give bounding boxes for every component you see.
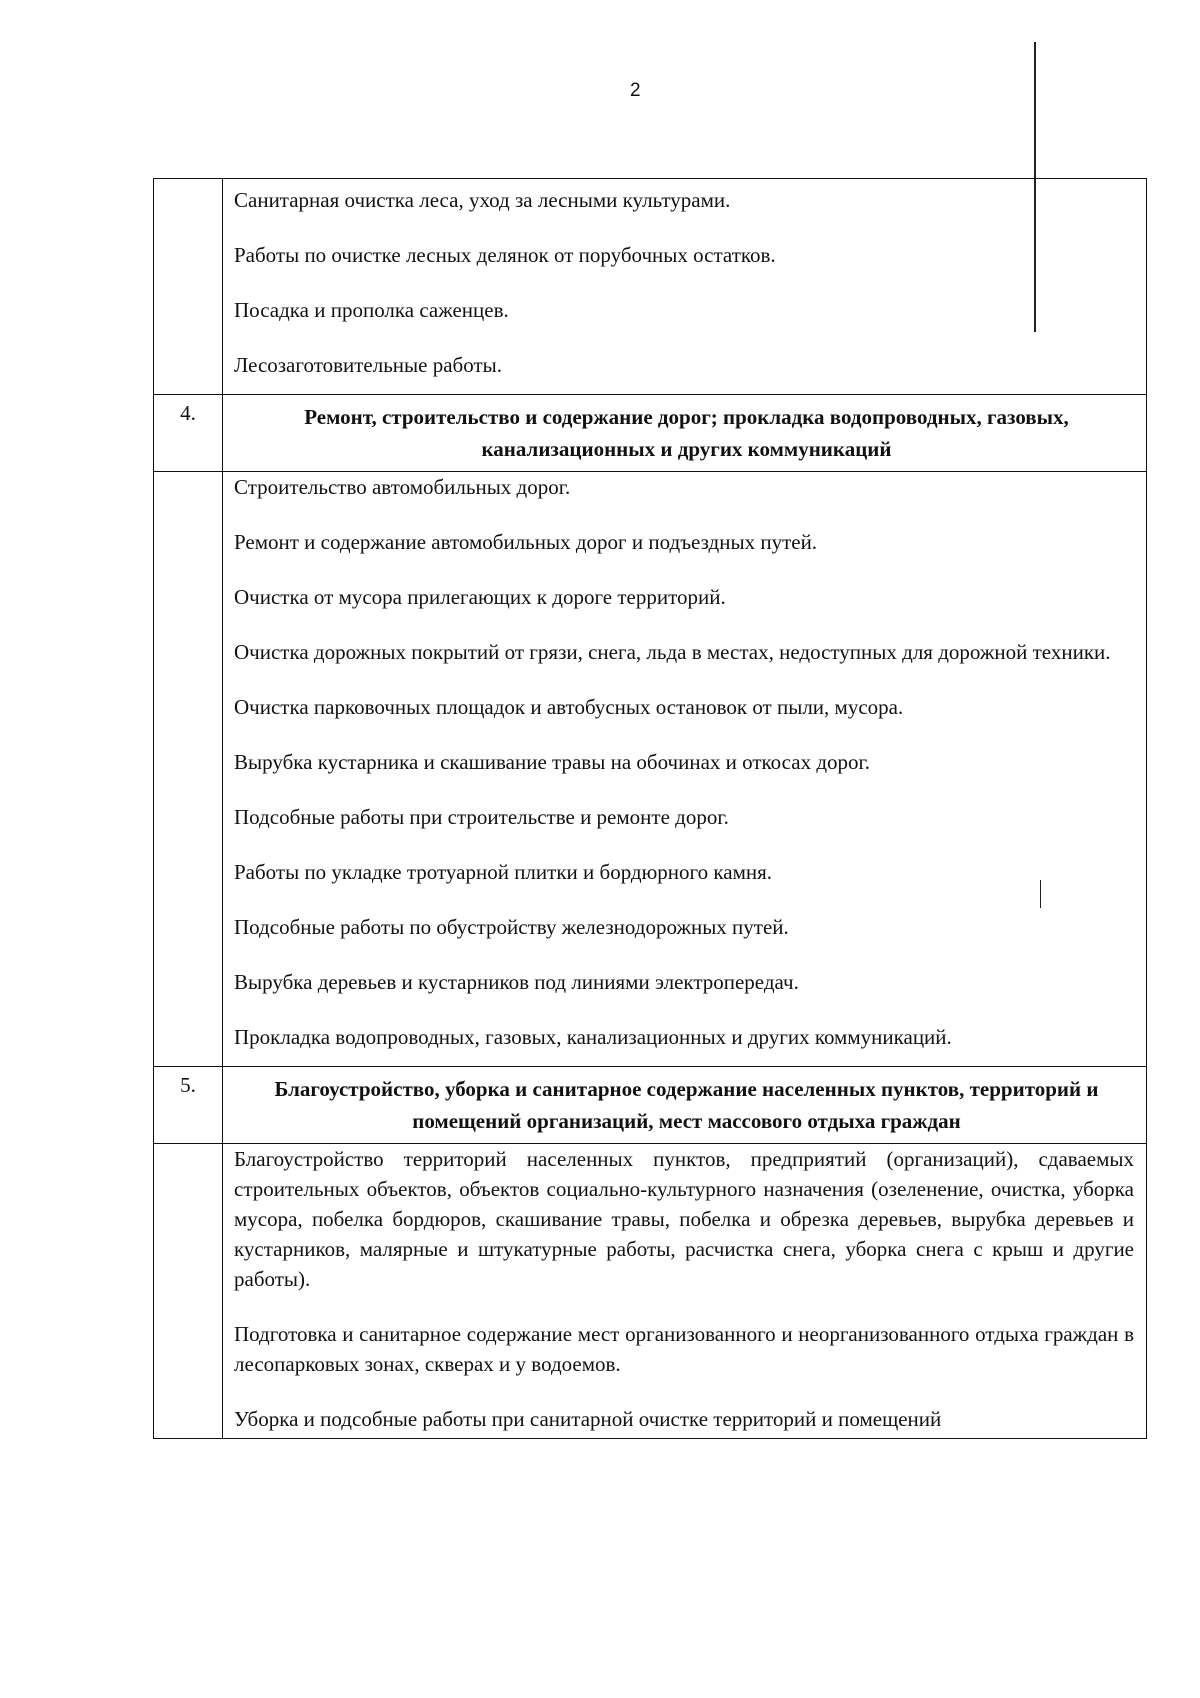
list-item: Очистка от мусора прилегающих к дороге территорий. — [234, 585, 726, 609]
section-number: 5. — [154, 1067, 223, 1144]
work-list — [223, 472, 1146, 1052]
table-row — [154, 179, 1147, 395]
table-cell — [223, 1067, 1147, 1144]
list-item: Подготовка и санитарное содержание мест организованного и неорганизованного отдыха граждан в лесопарковых зонах, скверах и у водоемов. — [234, 1322, 1134, 1376]
table-cell — [223, 179, 1147, 395]
list-item: Прокладка водопроводных, газовых, канализационных и других коммуникаций. — [234, 1025, 952, 1049]
list-item: Ремонт и содержание автомобильных дорог и подъездных путей. — [234, 530, 818, 554]
table-cell — [223, 472, 1147, 1067]
list-item: Благоустройство территорий населенных пунктов, предприятий (организаций), сдаваемых строительных объектов, объектов социально-культурного назначения (озеленение, очистка, уборка мусора, побелка бордюров, скашивание травы, побелка и обрезка деревьев, вырубка деревьев и кустарников, малярные и штукатурные работы, расчистка снега, уборка снега с крыш и другие работы). — [234, 1147, 1134, 1291]
list-item: Подсобные работы по обустройству железнодорожных путей. — [234, 915, 789, 939]
section-number: 4. — [154, 395, 223, 472]
list-item: Уборка и подсобные работы при санитарной очистке территорий и помещений — [234, 1407, 942, 1431]
table-cell — [223, 395, 1147, 472]
list-item: Вырубка деревьев и кустарников под линиями электропередач. — [234, 970, 799, 994]
section-heading: Ремонт, строительство и содержание дорог; прокладка водопроводных, газовых, канализационных и других коммуникаций — [304, 405, 1069, 461]
section-header-row — [154, 1067, 1147, 1144]
section-heading: Благоустройство, уборка и санитарное содержание населенных пунктов, территорий и помещений организаций, мест массового отдыха граждан — [274, 1077, 1099, 1133]
work-list — [223, 179, 1146, 380]
list-item: Лесозаготовительные работы. — [234, 353, 502, 377]
list-item: Подсобные работы при строительстве и ремонте дорог. — [234, 805, 729, 829]
row-number-cell — [154, 179, 223, 395]
list-item: Посадка и прополка саженцев. — [234, 298, 509, 322]
table-cell — [223, 1144, 1147, 1439]
row-number-cell — [154, 1144, 223, 1439]
list-item: Вырубка кустарника и скашивание травы на обочинах и откосах дорог. — [234, 750, 871, 774]
row-number-cell — [154, 472, 223, 1067]
list-item: Строительство автомобильных дорог. — [234, 475, 571, 499]
table-row — [154, 472, 1147, 1067]
section-header-row — [154, 395, 1147, 472]
list-item: Очистка парковочных площадок и автобусных остановок от пыли, мусора. — [234, 695, 904, 719]
list-item: Очистка дорожных покрытий от грязи, снега, льда в местах, недоступных для дорожной техники. — [234, 640, 1111, 664]
list-item: Работы по очистке лесных делянок от порубочных остатков. — [234, 243, 776, 267]
works-table — [153, 178, 1147, 1439]
table-row — [154, 1144, 1147, 1439]
page-number: 2 — [630, 80, 641, 101]
list-item: Работы по укладке тротуарной плитки и бордюрного камня. — [234, 860, 773, 884]
work-list — [223, 1144, 1146, 1434]
list-item: Санитарная очистка леса, уход за лесными культурами. — [234, 188, 731, 212]
